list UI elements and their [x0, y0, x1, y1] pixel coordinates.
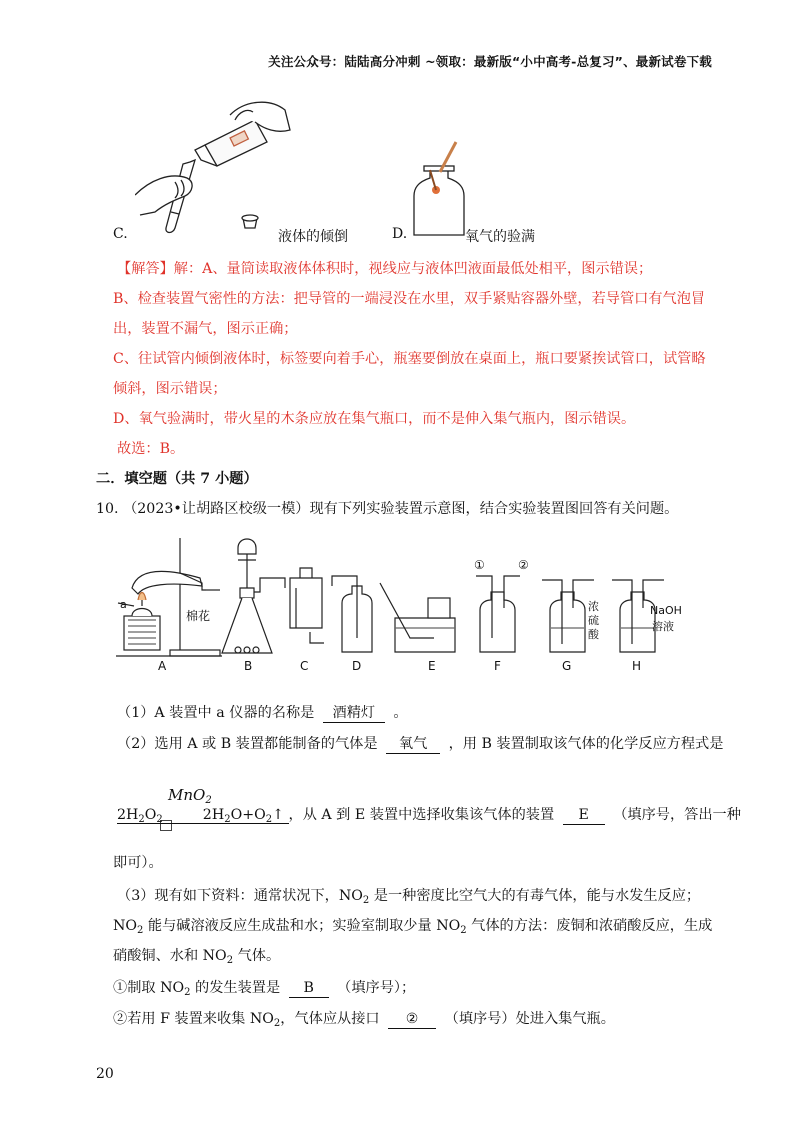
q2-suffix: ，用 B 装置制取该气体的化学反应方程式是 [448, 736, 724, 752]
apparatus-f-port1: ① [474, 558, 485, 572]
equation [117, 807, 289, 824]
figure-d-label: D. [392, 226, 408, 242]
eq-left-sub1: 2 [138, 814, 145, 825]
section-title: 二．填空题（共 7 小题） [96, 471, 258, 487]
eq-left-o: O [144, 807, 157, 823]
figure-d-oxygen-test [410, 140, 470, 240]
q1-suffix: 。 [393, 705, 408, 721]
q3-l3b: 气体。 [233, 948, 281, 964]
apparatus-g-conc-1: 浓 [588, 600, 599, 613]
q2-answer: 氧气 [386, 737, 440, 754]
label-g: G [562, 659, 572, 673]
apparatus-h-solution: 溶液 [652, 620, 674, 633]
apparatus-a [116, 538, 222, 656]
eq-right-mid: O+O [230, 807, 266, 823]
equation-catalyst [168, 786, 212, 806]
apparatus-b [222, 539, 285, 653]
answer-line-1: 【解答】解：A、量筒读取液体体积时，视线应与液体凹液面最低处相平，图示错误； [117, 261, 653, 277]
apparatus-d [332, 576, 372, 652]
q3-2-mid: ，气体应从接口 [280, 1011, 380, 1027]
q2-tail: 即可）。 [113, 855, 163, 871]
q3-1-answer: B [289, 981, 329, 998]
apparatus-a-cotton: 棉花 [186, 609, 211, 623]
q3-line-1 [117, 885, 700, 906]
q3-l3-sub: 2 [226, 955, 234, 966]
page-number: 20 [96, 1066, 114, 1082]
figure-c-label: C. [113, 226, 128, 242]
apparatus-g [542, 580, 594, 652]
q3-1-line [113, 977, 415, 998]
eq-right: 2H [202, 807, 225, 823]
label-h: H [632, 659, 642, 673]
figure-d-caption: 氧气的验满 [465, 229, 535, 245]
question-number: 10. [96, 501, 119, 517]
q3-2-line [113, 1008, 615, 1029]
q3-1-prefix: ①制取 NO [113, 980, 185, 996]
q2-collect-suffix: （填序号，答出一种 [613, 807, 741, 823]
answer-line-7: 故选：B。 [117, 441, 185, 457]
apparatus-f [476, 576, 520, 652]
eq-arrow: ↑ [272, 807, 284, 823]
q3-l1a: （3）现有如下资料：通常状况下，NO [117, 888, 363, 904]
q3-line-3 [113, 945, 280, 966]
eq-right-sub2: 2 [265, 814, 273, 825]
q2-equation-line [117, 804, 741, 825]
q3-1-suffix: （填序号）； [337, 980, 416, 996]
catalyst-sub: 2 [205, 795, 212, 806]
answer-line-3: 出，装置不漏气，图示正确； [113, 321, 298, 337]
apparatus-c [290, 568, 324, 643]
eq-left: 2H [117, 807, 139, 823]
answer-line-2: B、检查装置气密性的方法：把导管的一端浸没在水里，双手紧贴容器外壁，若导管口有气泡冒 [113, 291, 706, 307]
apparatus-g-conc-3: 酸 [588, 628, 599, 641]
apparatus-e [380, 583, 455, 652]
eq-right-sub1: 2 [224, 814, 231, 825]
q3-l3a: 硝酸铜、水和 NO [113, 948, 227, 964]
label-d: D [352, 659, 362, 673]
q3-l2-sub1: 2 [137, 925, 144, 936]
q3-2-sub: 2 [273, 1018, 281, 1029]
catalyst-text: MnO [168, 786, 206, 804]
q3-l2b: 能与碱溶液反应生成盐和水；实验室制取少量 NO [143, 918, 461, 934]
apparatus-f-port2: ② [518, 558, 529, 572]
label-b: B [244, 659, 253, 673]
label-a: A [158, 659, 167, 673]
page-header: 关注公众号：陆陆高分冲刺 ~领取：最新版“小中高考-总复习”、最新试卷下载 [268, 54, 712, 69]
label-c: C [300, 659, 309, 673]
eq-left-sub2: 2 [156, 814, 163, 825]
q3-l1-sub: 2 [362, 895, 370, 906]
q3-l2-sub2: 2 [460, 925, 467, 936]
q3-2-answer: ② [388, 1012, 436, 1029]
label-f: F [494, 659, 501, 673]
apparatus-diagram [110, 528, 690, 673]
label-e: E [428, 659, 436, 673]
q2-line [117, 733, 723, 754]
apparatus-a-marker: a [120, 598, 127, 611]
q2-collect-answer: E [563, 808, 605, 825]
question-10-stem [96, 498, 678, 518]
q2-collect-prefix: ，从 A 到 E 装置中选择收集该气体的装置 [288, 807, 555, 823]
answer-line-5: 倾斜，图示错误； [113, 381, 227, 397]
q3-l2c: 气体的方法：废铜和浓硝酸反应，生成 [466, 918, 713, 934]
question-stem: （2023•让胡路区校级一模）现有下列实验装置示意图，结合实验装置图回答有关问题。 [123, 501, 679, 517]
figure-c-pouring [135, 100, 295, 240]
q1-answer: 酒精灯 [323, 706, 385, 723]
q3-l2a: NO [113, 918, 138, 934]
q1-line [117, 702, 408, 723]
figure-c-caption: 液体的倾倒 [278, 229, 348, 245]
q3-1-sub: 2 [184, 987, 191, 998]
q3-2-suffix: （填序号）处进入集气瓶。 [444, 1011, 615, 1027]
q3-2-prefix: ②若用 F 装置来收集 NO [113, 1011, 274, 1027]
q1-prefix: （1）A 装置中 a 仪器的名称是 [117, 705, 315, 721]
apparatus-h-naoh: NaOH [650, 604, 682, 617]
answer-line-4: C、往试管内倾倒液体时，标签要向着手心，瓶塞要倒放在桌面上，瓶口要紧挨试管口，试管略 [113, 351, 706, 367]
q3-1-mid: 的发生装置是 [190, 980, 281, 996]
answer-line-6: D、氧气验满时，带火星的木条应放在集气瓶口，而不是伸入集气瓶内，图示错误。 [113, 411, 636, 427]
q3-l1b: 是一种密度比空气大的有毒气体，能与水发生反应； [369, 888, 701, 904]
q2-prefix: （2）选用 A 或 B 装置都能制备的气体是 [117, 736, 378, 752]
q3-line-2 [113, 915, 712, 936]
apparatus-g-conc-2: 硫 [588, 614, 599, 627]
